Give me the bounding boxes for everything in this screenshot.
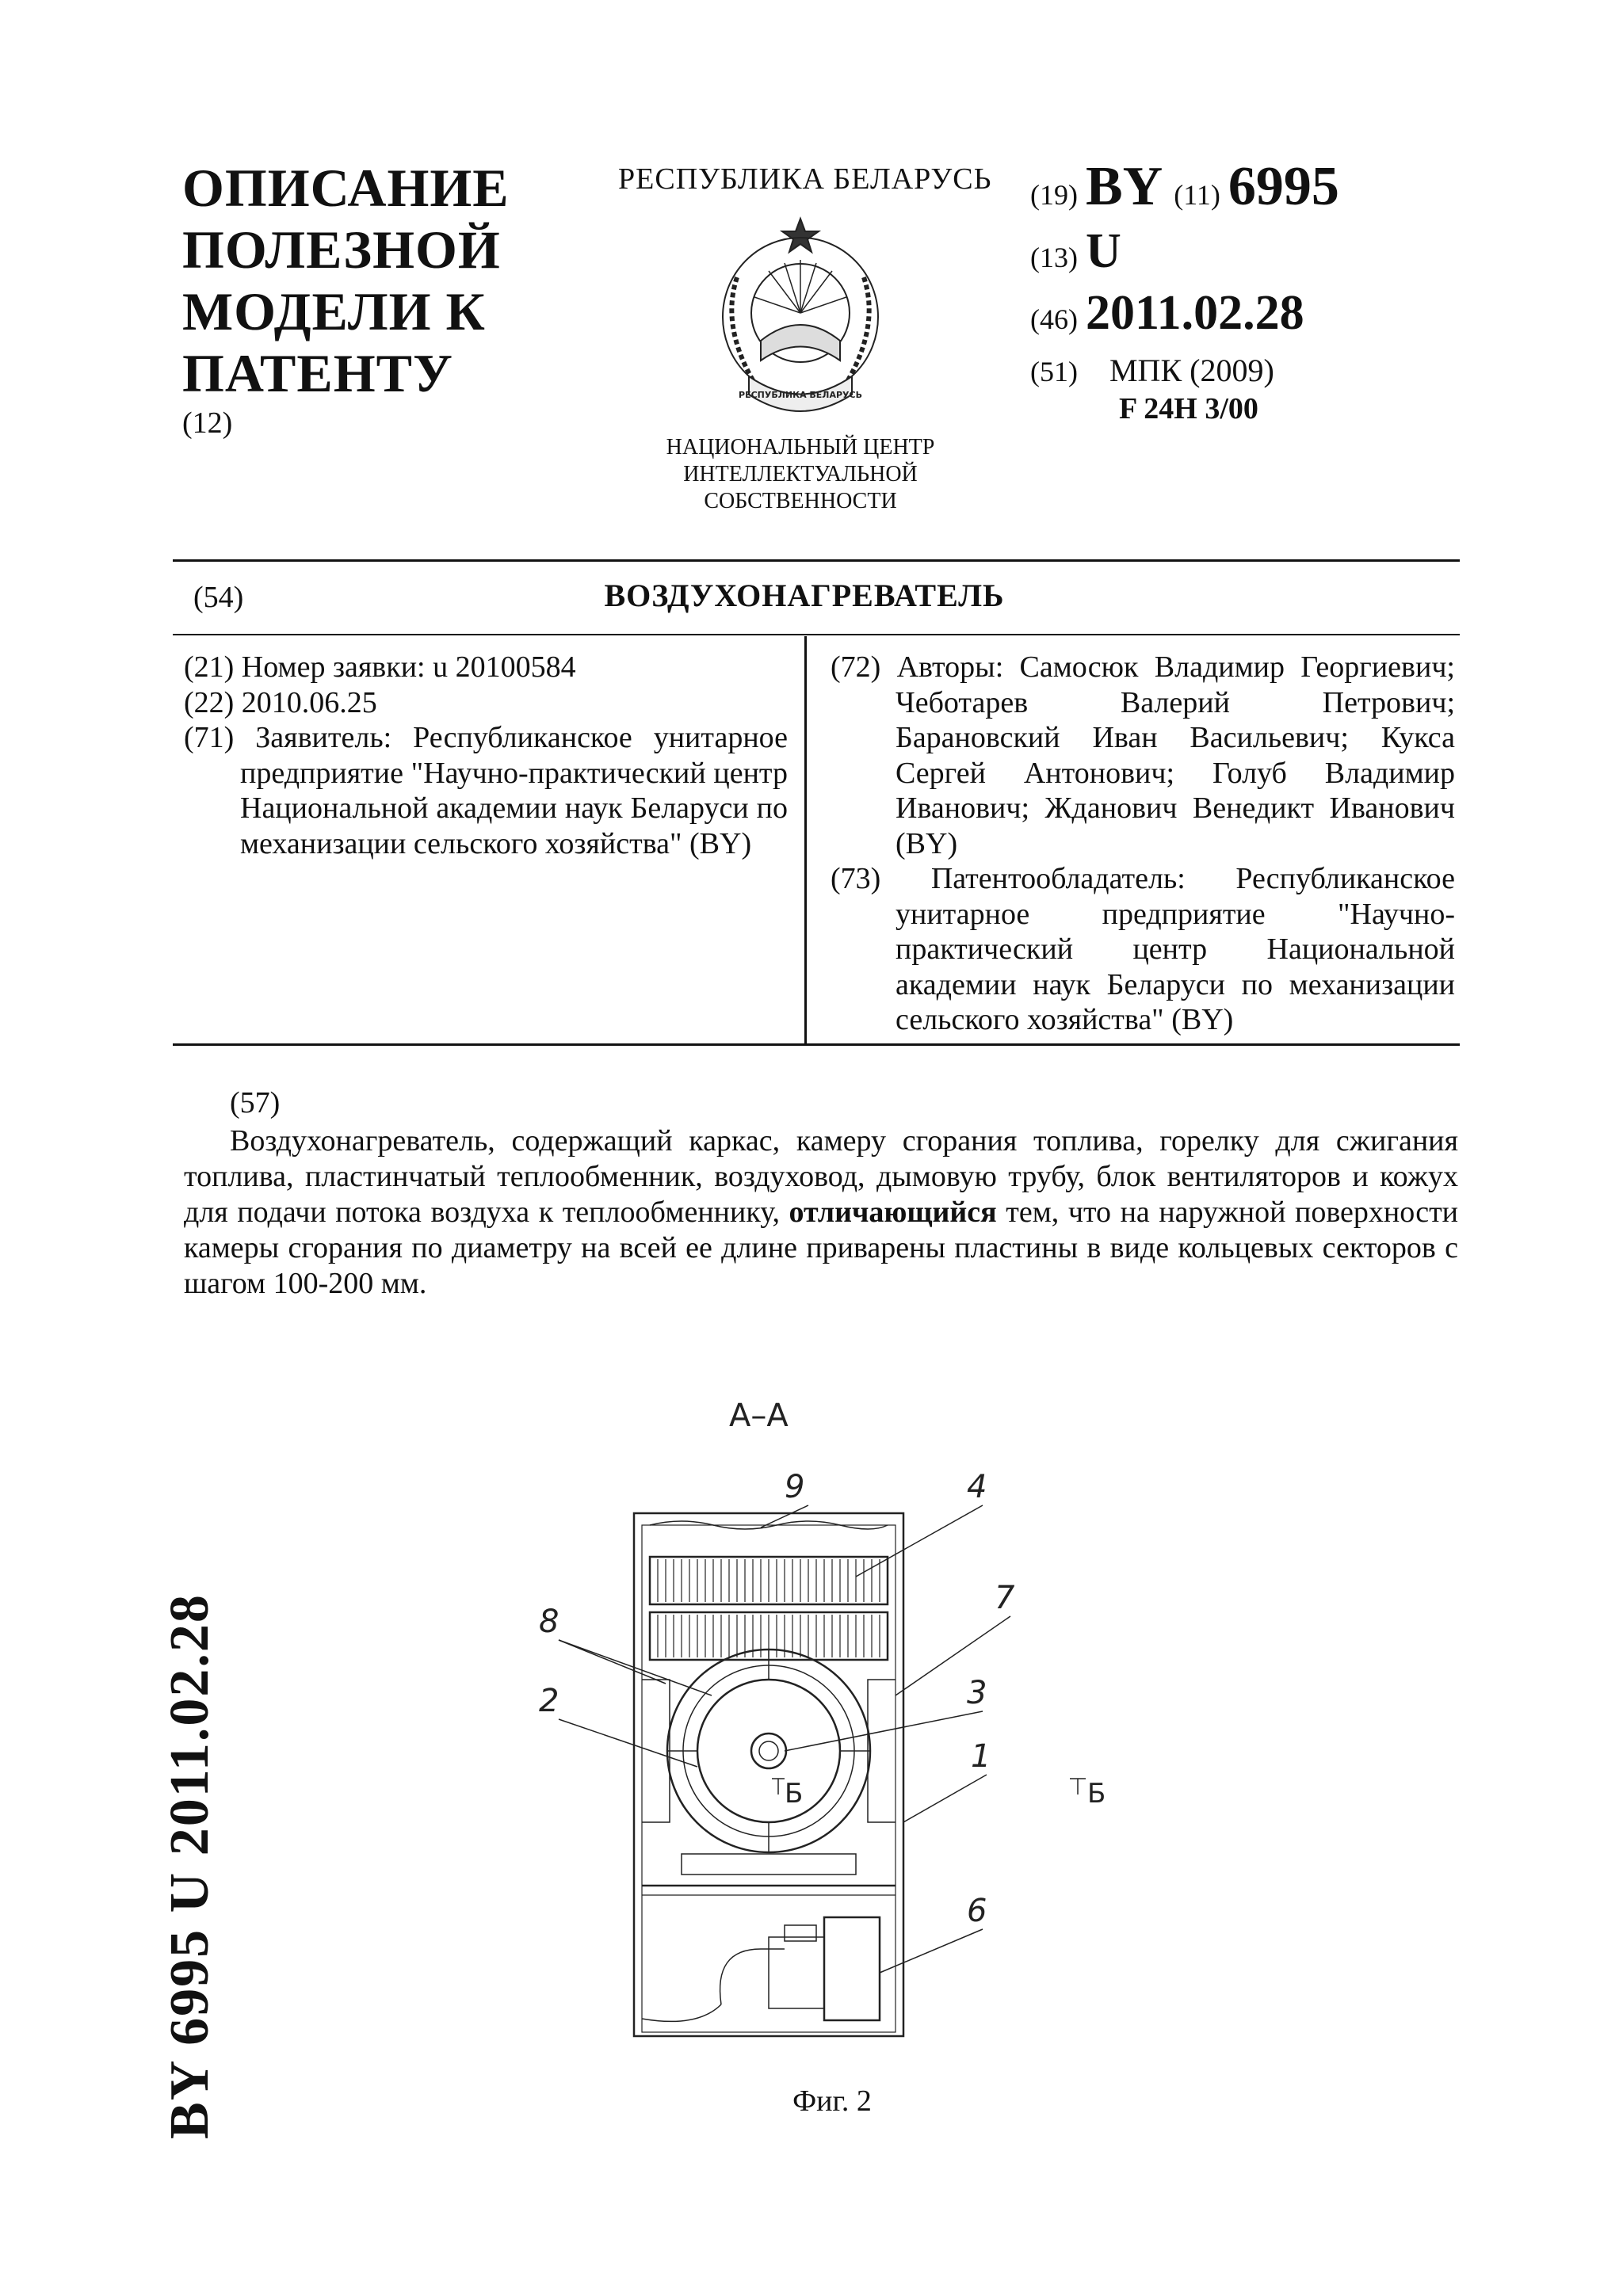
title-line-2: ПОЛЕЗНОЙ	[182, 219, 501, 280]
patent-number: 6995	[1228, 156, 1339, 217]
code-46: (46)	[1030, 303, 1078, 335]
callout-6: 6	[967, 1893, 987, 1929]
abstract-bold-term: отличающийся	[789, 1196, 997, 1229]
code-54: (54)	[193, 581, 244, 614]
section-mark-b-inner: Б	[785, 1778, 804, 1810]
bottom-rule	[173, 1043, 1460, 1046]
code-row-13	[1030, 223, 1585, 285]
code-row-19	[1030, 155, 1585, 223]
code-19: (19)	[1030, 179, 1078, 211]
biblio-entry-21: (21) Номер заявки: u 20100584	[184, 650, 576, 684]
code-row-46	[1030, 285, 1585, 352]
national-center-name	[634, 434, 967, 515]
biblio-entry-72: (72) Авторы: Самосюк Владимир Георгиевич; Чеботарев Валерий Петрович; Барановский Иван Васильевич; Кукса Сергей Антонович; Голуб Владимир Иванович; Жданович Венедикт Иванович (BY)	[831, 650, 1455, 860]
invention-title: ВОЗДУХОНАГРЕВАТЕЛЬ	[604, 578, 1005, 613]
abstract-text	[184, 1123, 1458, 1302]
callout-7: 7	[995, 1580, 1015, 1616]
biblio-entry-22: (22) 2010.06.25	[184, 685, 377, 719]
emblem-ribbon-text: РЕСПУБЛИКА БЕЛАРУСЬ	[739, 390, 862, 400]
kind-code: U	[1085, 224, 1121, 278]
document-title	[182, 157, 594, 441]
patent-codes	[1030, 155, 1585, 426]
abstract-part-2: тем, что на наружной поверхности камеры сгорания по диаметру на всей ее длине приварены пластины в виде кольцевых секторов с шагом 100-200 мм.	[184, 1196, 1459, 1300]
code-13: (13)	[1030, 242, 1078, 273]
section-label: A–A	[729, 1398, 789, 1434]
figure-caption: Фиг. 2	[792, 2084, 872, 2118]
code-51: (51)	[1030, 356, 1078, 387]
callout-4: 4	[967, 1469, 987, 1505]
biblio-entry-73: (73) Патентообладатель: Республиканское унитарное предприятие "Научно-практический центр Национальной академии наук Беларуси по механизации сельского хозяйства" (BY)	[831, 862, 1455, 1036]
top-rule	[173, 559, 1460, 562]
title-line-3: МОДЕЛИ К	[182, 281, 486, 341]
callout-9: 9	[785, 1469, 805, 1505]
abstract-part-1: Воздухонагреватель, содержащий каркас, камеру сгорания топлива, горелку для сжигания топлива, пластинчатый теплообменник, воздуховод, дымовую трубу, блок вентиляторов и кожух для подачи потока воздуха к теплообменнику,	[184, 1124, 1458, 1229]
mpk-class: F 24H 3/00	[1119, 392, 1258, 425]
title-line-1: ОПИСАНИЕ	[182, 158, 510, 218]
biblio-left-column	[184, 650, 788, 861]
callout-1: 1	[971, 1738, 991, 1775]
biblio-entry-71: (71) Заявитель: Республиканское унитарное предприятие "Научно-практический центр Национальной академии наук Беларуси по механизации сельского хозяйства" (BY)	[184, 721, 788, 860]
section-mark-b-outer: Б	[1087, 1778, 1106, 1810]
code-57: (57)	[230, 1086, 281, 1119]
callout-2: 2	[539, 1683, 559, 1719]
center-line-1: НАЦИОНАЛЬНЫЙ ЦЕНТР	[666, 435, 935, 460]
technical-drawing	[523, 1379, 1125, 2060]
mid-rule	[173, 634, 1460, 635]
column-divider	[804, 636, 807, 1043]
callout-3: 3	[967, 1675, 987, 1711]
title-line-4: ПАТЕНТУ	[182, 343, 453, 403]
center-line-2: ИНТЕЛЛЕКТУАЛЬНОЙ	[683, 462, 918, 486]
mpk-label: МПК (2009)	[1109, 353, 1274, 388]
code-12: (12)	[182, 406, 233, 440]
code-row-51	[1030, 352, 1585, 391]
state-emblem-icon	[705, 214, 896, 428]
biblio-right-column	[831, 650, 1455, 1038]
country-code: BY	[1085, 156, 1163, 217]
callout-8: 8	[539, 1604, 559, 1640]
center-line-3: СОБСТВЕННОСТИ	[704, 489, 897, 513]
code-11: (11)	[1174, 179, 1220, 211]
publication-date: 2011.02.28	[1085, 286, 1304, 340]
side-patent-label: BY 6995 U 2011.02.28	[159, 1593, 220, 2139]
republic-name: РЕСПУБЛИКА БЕЛАРУСЬ	[618, 162, 992, 196]
